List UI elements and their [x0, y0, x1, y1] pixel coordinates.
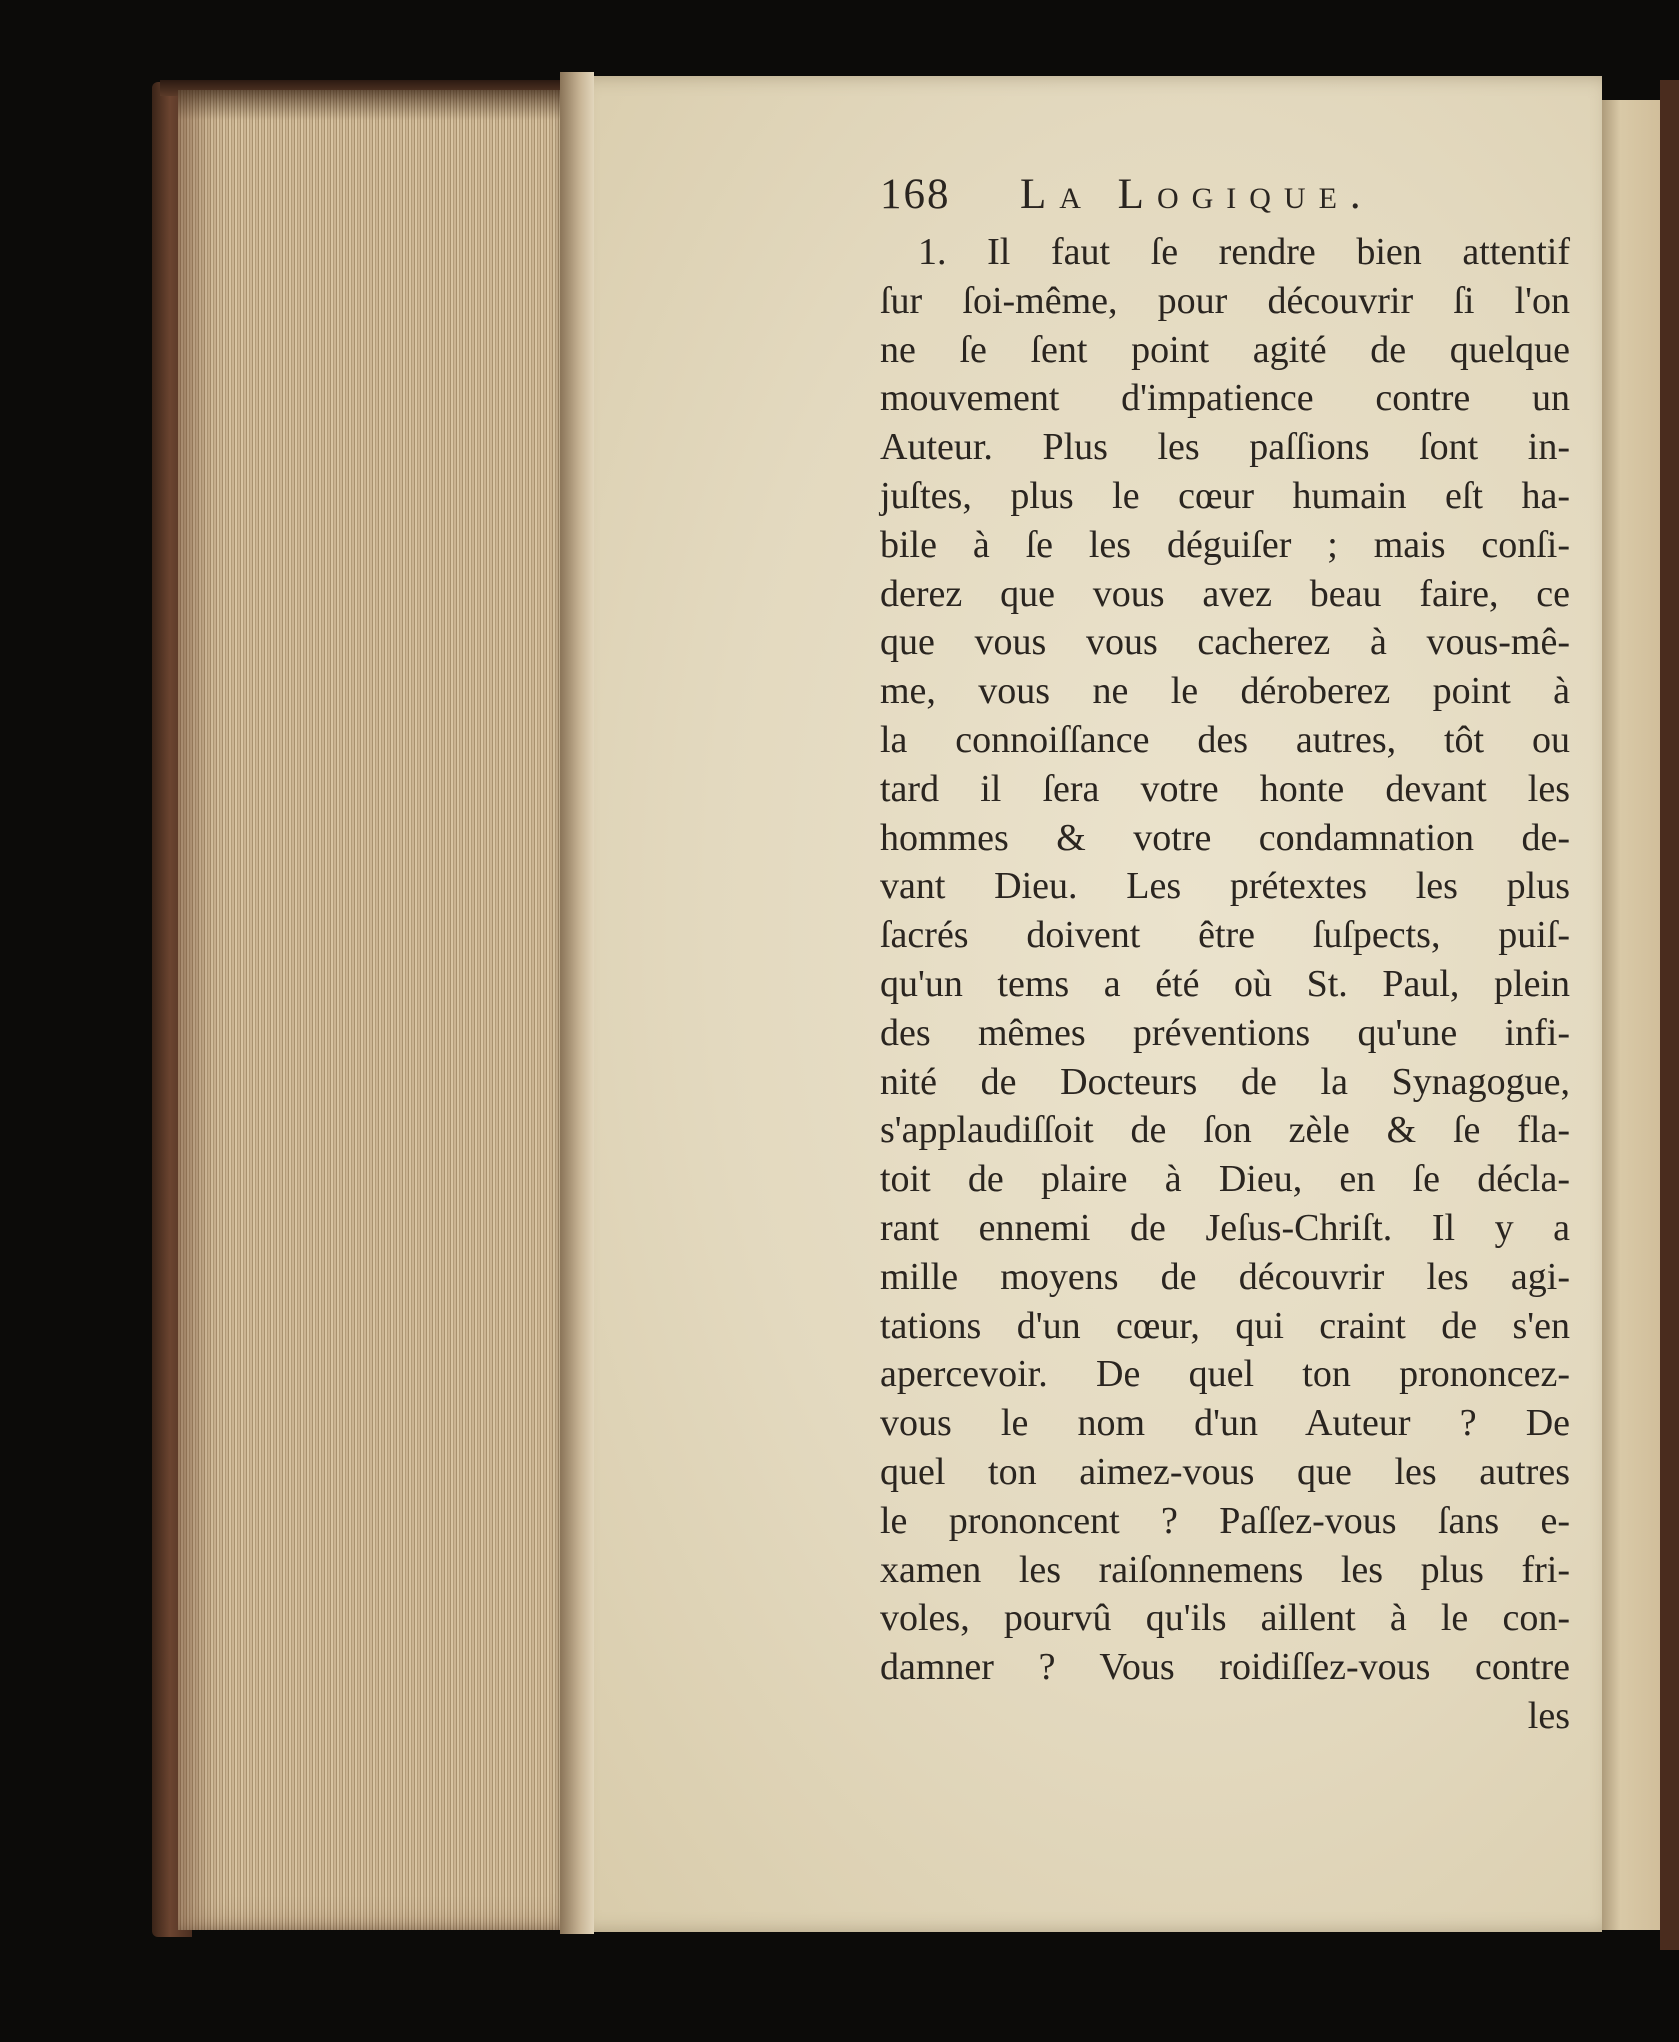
text-line: vous le nom d'un Auteur ? De	[880, 1402, 1570, 1445]
text-line: hommes & votre condamnation de-	[880, 816, 1570, 859]
text-line: apercevoir. De quel ton prononcez-	[880, 1353, 1570, 1396]
right-cover-edge	[1660, 80, 1679, 1950]
text-line: tard il ſera votre honte devant les	[880, 767, 1570, 810]
body-text	[880, 228, 1570, 1741]
text-line: que vous vous cacherez à vous-mê-	[880, 621, 1570, 664]
text-line: mouvement d'impatience contre un	[880, 377, 1570, 420]
text-line: la connoiſſance des autres, tôt ou	[880, 718, 1570, 761]
text-line: vant Dieu. Les prétextes les plus	[880, 865, 1570, 908]
text-line: nité de Docteurs de la Synagogue,	[880, 1060, 1570, 1103]
text-line: Auteur. Plus les paſſions ſont in-	[880, 426, 1570, 469]
text-line: ſacrés doivent être ſuſpects, puiſ-	[880, 914, 1570, 957]
text-line: derez que vous avez beau faire, ce	[880, 572, 1570, 615]
text-line: damner ? Vous roidiſſez-vous contre	[880, 1646, 1570, 1689]
text-line: s'applaudiſſoit de ſon zèle & ſe fla-	[880, 1109, 1570, 1152]
text-line: rant ennemi de Jeſus-Chriſt. Il y a	[880, 1206, 1570, 1249]
running-head	[880, 170, 1570, 228]
text-line: xamen les raiſonnemens les plus fri-	[880, 1548, 1570, 1591]
page-block-edges	[178, 90, 568, 1930]
page-text-block	[880, 170, 1570, 1741]
running-head-title: La Logique.	[1020, 171, 1374, 218]
page-block-shadow	[178, 90, 568, 120]
page-number: 168	[880, 171, 951, 218]
text-line: mille moyens de découvrir les agi-	[880, 1255, 1570, 1298]
text-line: le prononcent ? Paſſez-vous ſans e-	[880, 1499, 1570, 1542]
text-line: tations d'un cœur, qui craint de s'en	[880, 1304, 1570, 1347]
text-line: me, vous ne le déroberez point à	[880, 670, 1570, 713]
page-gutter	[560, 72, 594, 1934]
text-line: 1. Il faut ſe rendre bien attentif	[918, 231, 1570, 273]
text-line: ſur ſoi-même, pour découvrir ſi l'on	[880, 279, 1570, 322]
text-line: toit de plaire à Dieu, en ſe décla-	[880, 1158, 1570, 1201]
text-line: ne ſe ſent point agité de quelque	[880, 328, 1570, 371]
text-line: juſtes, plus le cœur humain eſt ha-	[880, 474, 1570, 517]
text-line: voles, pourvû qu'ils aillent à le con-	[880, 1597, 1570, 1640]
text-line: bile à ſe les déguiſer ; mais conſi-	[880, 523, 1570, 566]
text-line: quel ton aimez-vous que les autres	[880, 1450, 1570, 1493]
catchword: les	[1527, 1694, 1570, 1737]
text-line: qu'un tems a été où St. Paul, plein	[880, 962, 1570, 1005]
text-line: des mêmes préventions qu'une infi-	[880, 1011, 1570, 1054]
